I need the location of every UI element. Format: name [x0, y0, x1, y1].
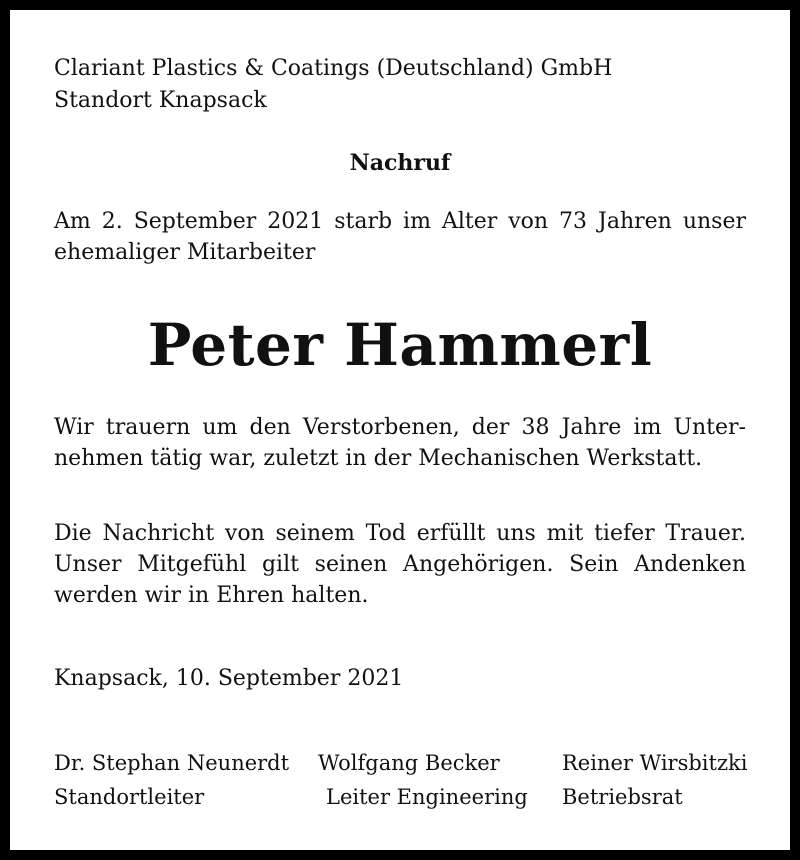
signatory-name: Reiner Wirsbitzki	[562, 751, 748, 775]
deceased-name: Peter Hammerl	[147, 311, 653, 379]
paragraph-line: werden wir in Ehren halten.	[54, 583, 369, 608]
signatory-role: Leiter Engineering	[326, 785, 528, 809]
paragraph-line: Unser Mitgefühl gilt seinen Angehörigen. Sein Andenken	[54, 552, 746, 577]
place-date: Knapsack, 10. September 2021	[54, 666, 404, 691]
intro-text	[54, 206, 746, 268]
signatory-role: Betriebsrat	[562, 785, 683, 809]
company-name: Clariant Plastics & Coatings (Deutschland) GmbH	[54, 56, 613, 81]
paragraph-line: Wir trauern um den Verstorbenen, der 38 Jahre im Unter-	[54, 415, 746, 440]
signatory-role: Standortleiter	[54, 785, 205, 809]
intro-line: Am 2. September 2021 starb im Alter von 73 Jahren unser	[54, 209, 746, 234]
signatory-name: Wolfgang Becker	[318, 751, 500, 775]
notice-heading: Nachruf	[349, 150, 451, 176]
paragraph-line: nehmen tätig war, zuletzt in der Mechanischen Werkstatt.	[54, 446, 703, 471]
paragraph-tenure	[54, 412, 746, 474]
paragraph-condolence	[54, 518, 746, 611]
signatory-name: Dr. Stephan Neunerdt	[54, 751, 290, 775]
paragraph-line: Die Nachricht von seinem Tod erfüllt uns mit tiefer Trauer.	[54, 521, 746, 546]
intro-line: ehemaliger Mitarbeiter	[54, 240, 316, 265]
company-site: Standort Knapsack	[54, 88, 267, 113]
